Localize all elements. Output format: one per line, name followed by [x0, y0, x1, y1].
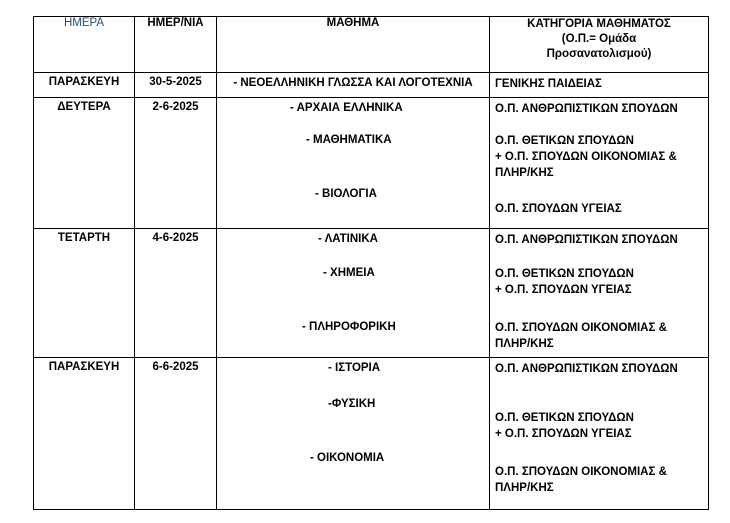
category-item: Ο.Π. ΘΕΤΙΚΩΝ ΣΠΟΥΔΩΝ + Ο.Π. ΣΠΟΥΔΩΝ ΥΓΕΙΑΣ [495, 412, 634, 440]
exam-schedule-table [33, 16, 709, 510]
row-categories [490, 229, 709, 358]
category-item: Ο.Π. ΣΠΟΥΔΩΝ ΥΓΕΙΑΣ [495, 203, 622, 215]
row-date: 30-5-2025 [135, 73, 217, 98]
row-categories [490, 73, 709, 98]
row-subjects [217, 73, 490, 98]
table-header-row [34, 17, 709, 73]
table-row [34, 73, 709, 98]
row-date: 6-6-2025 [135, 358, 217, 510]
category-item: Ο.Π. ΘΕΤΙΚΩΝ ΣΠΟΥΔΩΝ + Ο.Π. ΣΠΟΥΔΩΝ ΥΓΕΙΑΣ [495, 268, 634, 296]
category-item: Ο.Π. ΑΝΘΡΩΠΙΣΤΙΚΩΝ ΣΠΟΥΔΩΝ [495, 363, 678, 375]
subject-item: - ΜΑΘΗΜΑΤΙΚΑ [306, 134, 392, 146]
category-item: Ο.Π. ΑΝΘΡΩΠΙΣΤΙΚΩΝ ΣΠΟΥΔΩΝ [495, 103, 678, 115]
header-category-line3: Προσανατολισμού) [546, 48, 652, 60]
row-categories [490, 98, 709, 229]
header-category-line1: ΚΑΤΗΓΟΡΙΑ ΜΑΘΗΜΑΤΟΣ [527, 18, 671, 30]
category-item: Ο.Π. ΣΠΟΥΔΩΝ ΟΙΚΟΝΟΜΙΑΣ & ΠΛΗΡ/ΚΗΣ [495, 322, 667, 350]
header-day: ΗΜΕΡΑ [34, 17, 135, 73]
row-day: ΤΕΤΑΡΤΗ [34, 229, 135, 358]
table-row [34, 229, 709, 358]
header-category [490, 17, 709, 73]
category-item: ΓΕΝΙΚΗΣ ΠΑΙΔΕΙΑΣ [495, 78, 602, 90]
subject-item: - ΠΛΗΡΟΦΟΡΙΚΗ [302, 321, 396, 333]
row-categories [490, 358, 709, 510]
subject-item: - ΛΑΤΙΝΙΚΑ [318, 233, 378, 245]
category-item: Ο.Π. ΑΝΘΡΩΠΙΣΤΙΚΩΝ ΣΠΟΥΔΩΝ [495, 234, 678, 246]
subject-item: - ΟΙΚΟΝΟΜΙΑ [310, 452, 385, 464]
header-date: ΗΜΕΡ/ΝΙΑ [135, 17, 217, 73]
subject-item: - ΙΣΤΟΡΙΑ [328, 362, 381, 374]
subject-item: - ΧΗΜΕΙΑ [323, 267, 375, 279]
header-category-line2: (Ο.Π.= Ομάδα [561, 33, 637, 45]
category-item: Ο.Π. ΣΠΟΥΔΩΝ ΟΙΚΟΝΟΜΙΑΣ & ΠΛΗΡ/ΚΗΣ [495, 466, 667, 494]
category-item: Ο.Π. ΘΕΤΙΚΩΝ ΣΠΟΥΔΩΝ + Ο.Π. ΣΠΟΥΔΩΝ ΟΙΚΟΝΟΜΙΑΣ & ΠΛΗΡ/ΚΗΣ [495, 135, 677, 179]
table-row [34, 98, 709, 229]
subject-item: - ΑΡΧΑΙΑ ΕΛΛΗΝΙΚΑ [290, 102, 403, 114]
row-date: 4-6-2025 [135, 229, 217, 358]
row-subjects [217, 229, 490, 358]
row-date: 2-6-2025 [135, 98, 217, 229]
row-subjects [217, 98, 490, 229]
subject-item: - ΝΕΟΕΛΛΗΝΙΚΗ ΓΛΩΣΣΑ ΚΑΙ ΛΟΓΟΤΕΧΝΙΑ [233, 77, 473, 89]
subject-item: -ΦΥΣΙΚΗ [328, 398, 376, 410]
row-subjects [217, 358, 490, 510]
row-day: ΠΑΡΑΣΚΕΥΗ [34, 73, 135, 98]
subject-item: - ΒΙΟΛΟΓΙΑ [315, 188, 377, 200]
row-day: ΠΑΡΑΣΚΕΥΗ [34, 358, 135, 510]
header-subject: ΜΑΘΗΜΑ [217, 17, 490, 73]
row-day: ΔΕΥΤΕΡΑ [34, 98, 135, 229]
table-row [34, 358, 709, 510]
